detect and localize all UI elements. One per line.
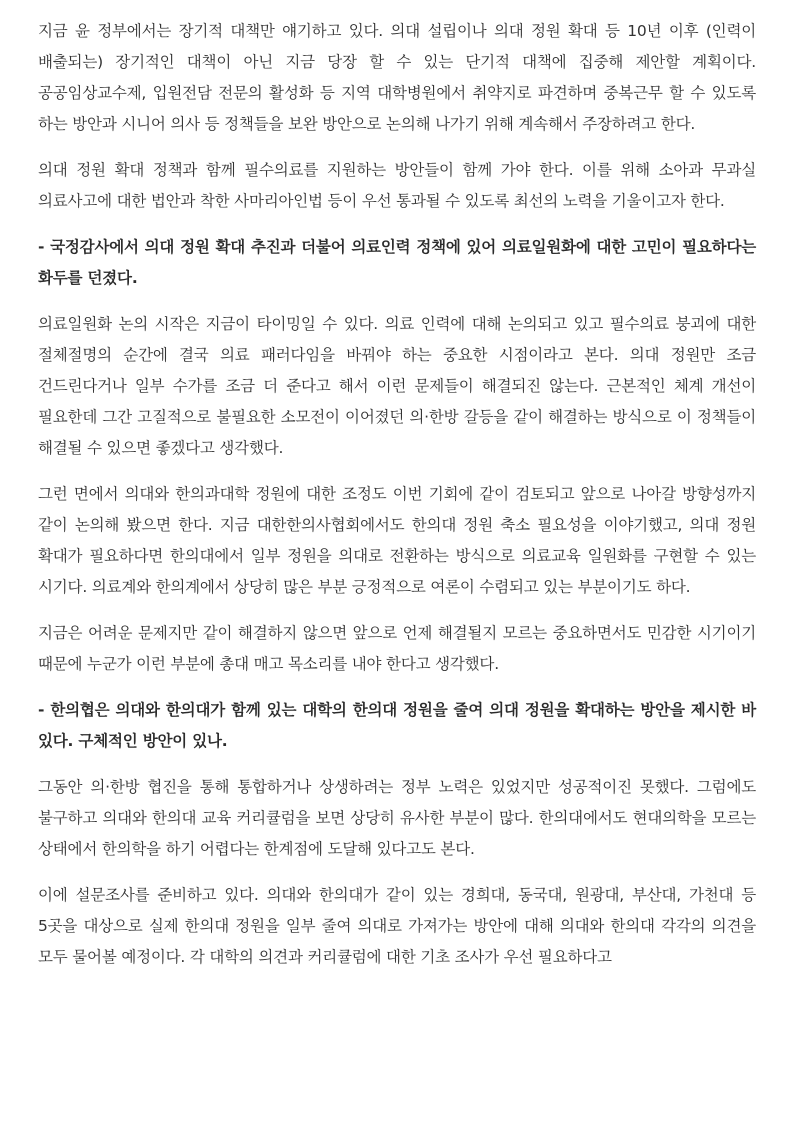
paragraph-curriculum-similarity: 그동안 의·한방 협진을 통해 통합하거나 상생하려는 정부 노력은 있었지만 성공적이진 못했다. 그럼에도 불구하고 의대와 한의대 교육 커리큘럼을 보면 상당히 유사한 부분이 많다. 한의대에서도 현대의학을 모르는 상태에서 한의학을 하기 어렵다는 한계점에 도달해 있다고도 본다. [38, 778, 756, 858]
paragraph-essential-care-support: 의대 정원 확대 정책과 함께 필수의료를 지원하는 방안들이 함께 가야 한다. 이를 위해 소아과 무과실 의료사고에 대한 법안과 착한 사마리아인법 등이 우선 통과될 수 있도록 최선의 노력을 기울이고자 한다. [38, 161, 756, 210]
paragraph-unification-timing: 의료일원화 논의 시작은 지금이 타이밍일 수 있다. 의료 인력에 대해 논의되고 있고 필수의료 붕괴에 대한 절체절명의 순간에 결국 의료 패러다임을 바꿔야 하는 중요한 시점이라고 본다. 의대 정원만 조금 건드린다거나 일부 수가를 조금 더 준다고 해서 이런 문제들이 해결되진 않는다. 근본적인 체계 개선이 필요한데 그간 고질적으로 불필요한 소모전이 이어졌던 의·한방 갈등을 같이 해결하는 방식으로 이 정책들이 해결될 수 있으면 좋겠다고 생각했다. [38, 315, 756, 457]
interview-question-medical-unification: - 국정감사에서 의대 정원 확대 추진과 더불어 의료인력 정책에 있어 의료일원화에 대한 고민이 필요하다는 화두를 던졌다. [38, 238, 756, 287]
interview-question-specific-plan: - 한의협은 의대와 한의대가 함께 있는 대학의 한의대 정원을 줄여 의대 정원을 확대하는 방안을 제시한 바 있다. 구체적인 방안이 있나. [38, 701, 756, 750]
paragraph-sensitive-period: 지금은 어려운 문제지만 같이 해결하지 않으면 앞으로 언제 해결될지 모르는 중요하면서도 민감한 시기이기 때문에 누군가 이런 부분에 총대 매고 목소리를 내야 한다고 생각했다. [38, 624, 756, 673]
article-body [38, 16, 756, 988]
paragraph-quota-adjustment: 그런 면에서 의대와 한의과대학 정원에 대한 조정도 이번 기회에 같이 검토되고 앞으로 나아갈 방향성까지 같이 논의해 봤으면 한다. 지금 대한한의사협회에서도 한의대 정원 축소 필요성을 이야기했고, 의대 정원 확대가 필요하다면 한의대에서 일부 정원을 의대로 전환하는 방식으로 의료교육 일원화를 구현할 수 있는 시기다. 의료계와 한의계에서 상당히 많은 부분 긍정적으로 여론이 수렴되고 있는 부분이기도 하다. [38, 485, 756, 596]
paragraph-short-term-policy: 지금 윤 정부에서는 장기적 대책만 얘기하고 있다. 의대 설립이나 의대 정원 확대 등 10년 이후 (인력이 배출되는) 장기적인 대책이 아닌 지금 당장 할 수 있는 단기적 대책에 집중해 제안할 계획이다. 공공임상교수제, 입원전담 전문의 활성화 등 지역 대학병원에서 취약지로 파견하며 중복근무 할 수 있도록 하는 방안과 시니어 의사 등 정책들을 보완 방안으로 논의해 나가기 위해 계속해서 주장하려고 한다. [38, 22, 756, 133]
paragraph-survey-plan: 이에 설문조사를 준비하고 있다. 의대와 한의대가 같이 있는 경희대, 동국대, 원광대, 부산대, 가천대 등 5곳을 대상으로 실제 한의대 정원을 일부 줄여 의대로 가져가는 방안에 대해 의대와 한의대 각각의 의견을 모두 물어볼 예정이다. 각 대학의 의견과 커리큘럼에 대한 기초 조사가 우선 필요하다고 [38, 886, 756, 966]
